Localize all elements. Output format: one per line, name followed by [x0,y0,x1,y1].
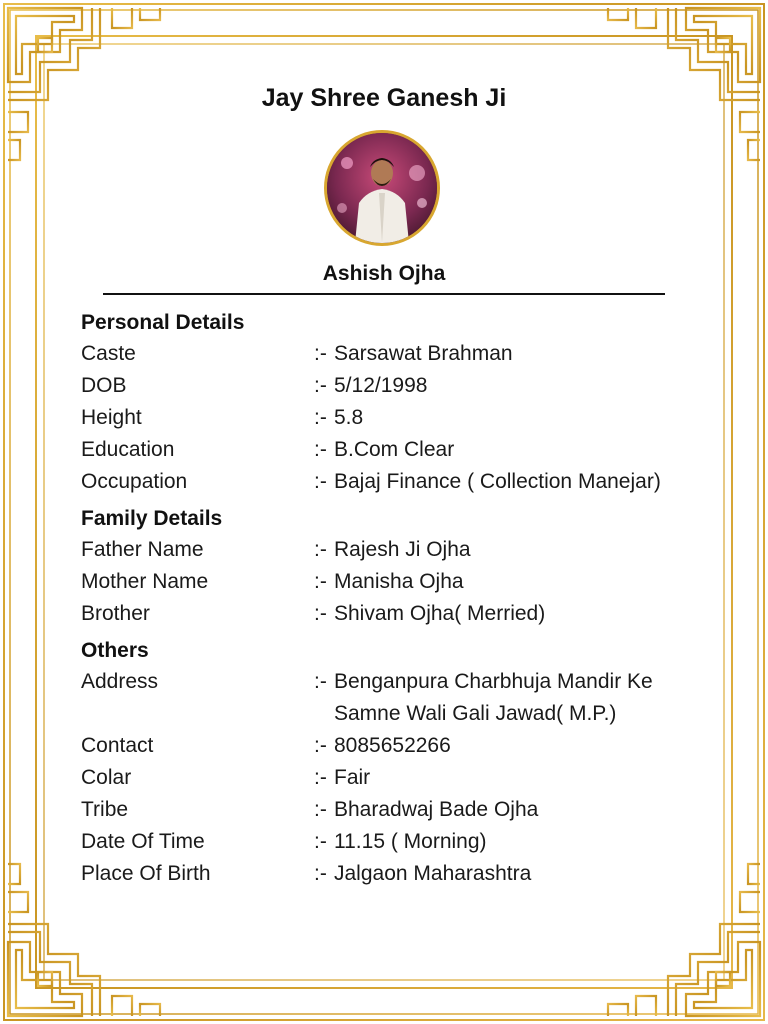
detail-label: Occupation [81,470,188,493]
avatar [324,130,440,246]
detail-row [81,370,701,402]
section-title-family: Family Details [81,507,223,530]
detail-row [81,534,701,566]
detail-label: Education [81,438,175,461]
detail-value: 5.8 [334,406,364,429]
detail-value: Bajaj Finance ( Collection Manejar) [334,470,661,493]
detail-row [81,466,701,498]
detail-row [81,730,701,762]
page-title: Jay Shree Ganesh Ji [261,84,507,112]
detail-value: 5/12/1998 [334,374,428,397]
separator: :- [314,538,327,561]
detail-row [81,598,701,630]
separator: :- [314,830,327,853]
detail-row [81,762,701,794]
detail-label: Colar [81,766,132,789]
detail-value: 8085652266 [334,734,451,757]
detail-row [81,666,701,730]
detail-value: Benganpura Charbhuja Mandir Ke Samne Wali Gali Jawad( M.P.) [334,670,653,725]
detail-row [81,338,701,370]
detail-value: Jalgaon Maharashtra [334,862,532,885]
detail-value: Bharadwaj Bade Ojha [334,798,539,821]
separator: :- [314,766,327,789]
details-section [81,308,701,890]
detail-label: Caste [81,342,136,365]
detail-label: Place Of Birth [81,862,211,885]
separator: :- [314,438,327,461]
detail-row [81,826,701,858]
detail-value: Sarsawat Brahman [334,342,513,365]
detail-label: Address [81,670,159,693]
separator: :- [314,342,327,365]
separator: :- [314,570,327,593]
candidate-name: Ashish Ojha [322,262,446,285]
detail-row [81,858,701,890]
separator: :- [314,798,327,821]
person-photo-icon [327,133,437,243]
detail-row [81,402,701,434]
detail-label: Tribe [81,798,129,821]
detail-value: Shivam Ojha( Merried) [334,602,546,625]
detail-label: Date Of Time [81,830,205,853]
detail-label: DOB [81,374,127,397]
detail-label: Mother Name [81,570,209,593]
detail-value: Manisha Ojha [334,570,464,593]
detail-label: Height [81,406,142,429]
detail-value: Fair [334,766,371,789]
separator: :- [314,602,327,625]
detail-value: Rajesh Ji Ojha [334,538,471,561]
detail-value: 11.15 ( Morning) [334,830,487,853]
section-title-others: Others [81,639,149,662]
section-title-personal: Personal Details [81,311,245,334]
detail-label: Contact [81,734,154,757]
detail-row [81,566,701,598]
detail-row [81,794,701,826]
separator: :- [314,862,327,885]
separator: :- [314,406,327,429]
detail-row [81,434,701,466]
separator: :- [314,734,327,757]
detail-label: Father Name [81,538,204,561]
separator: :- [314,374,327,397]
divider [103,293,665,295]
detail-label: Brother [81,602,150,625]
separator: :- [314,670,327,693]
detail-value: B.Com Clear [334,438,455,461]
separator: :- [314,470,327,493]
